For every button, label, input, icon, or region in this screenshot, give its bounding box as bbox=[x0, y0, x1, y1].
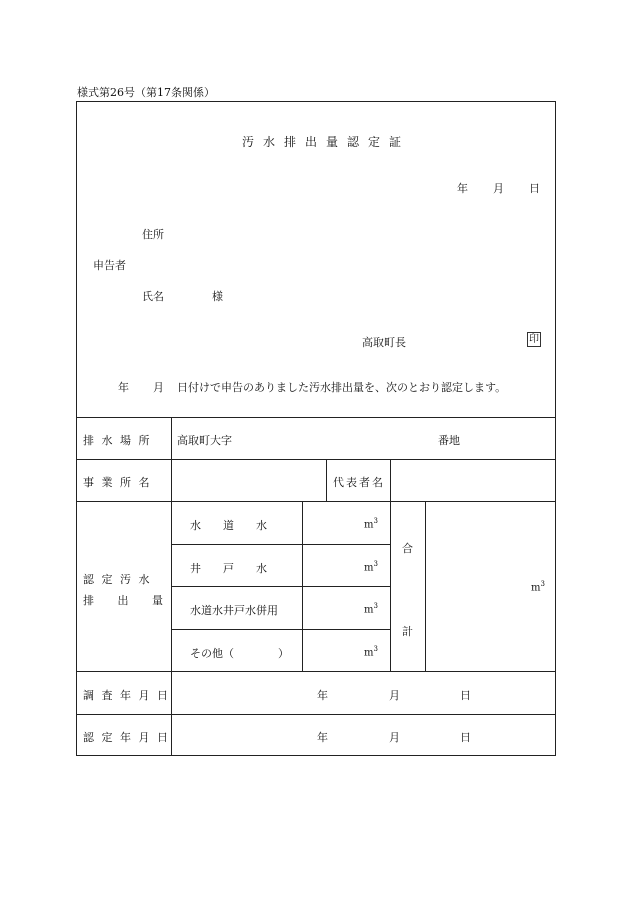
rule-representative-right bbox=[390, 459, 391, 501]
certification-day: 日 bbox=[460, 731, 471, 744]
survey-year: 年 bbox=[317, 689, 328, 702]
unit-well-water: $m^3$ bbox=[364, 560, 378, 574]
lot-number-label: 番地 bbox=[438, 434, 460, 447]
rule-after-business bbox=[76, 501, 556, 502]
name-label: 氏名 bbox=[142, 290, 164, 303]
rule-total-left bbox=[390, 501, 391, 671]
certified-volume-label-line2: 排 出 量 bbox=[83, 594, 173, 607]
form-number: 様式第26号（第17条関係） bbox=[77, 86, 215, 99]
total-label-char2: 計 bbox=[402, 625, 413, 638]
certification-year: 年 bbox=[317, 731, 328, 744]
certification-date-label: 認 定 年 月 日 bbox=[83, 731, 170, 744]
source-combined: 水道水井戸水併用 bbox=[190, 604, 278, 617]
issue-month: 月 bbox=[493, 182, 504, 195]
rule-after-survey bbox=[76, 714, 556, 715]
unit-other: $m^3$ bbox=[364, 645, 378, 659]
certificate-frame bbox=[76, 101, 556, 756]
seal-mark: 印 bbox=[529, 334, 539, 345]
business-name-label: 事 業 所 名 bbox=[83, 476, 152, 489]
rule-source-3 bbox=[171, 629, 390, 630]
certification-statement: 日付けで申告のありました汚水排出量を、次のとおり認定します。 bbox=[177, 381, 507, 394]
rule-after-location bbox=[76, 459, 556, 460]
rule-source-2 bbox=[171, 586, 390, 587]
discharge-location-value: 高取町大字 bbox=[177, 434, 232, 447]
representative-label: 代表者名 bbox=[333, 476, 385, 489]
certified-volume-label-line1: 認 定 汚 水 bbox=[83, 573, 152, 586]
rule-label-column bbox=[171, 417, 172, 756]
unit-tap-water: $m^3$ bbox=[364, 517, 378, 531]
rule-volume-value bbox=[302, 501, 303, 671]
rule-after-volume bbox=[76, 671, 556, 672]
source-well-water: 井 戸 水 bbox=[190, 562, 267, 575]
certificate-title: 汚水排出量認定証 bbox=[242, 135, 411, 149]
rule-source-1 bbox=[171, 544, 390, 545]
total-label-char1: 合 bbox=[402, 542, 413, 555]
survey-day: 日 bbox=[460, 689, 471, 702]
body-month: 月 bbox=[153, 381, 164, 394]
survey-month: 月 bbox=[389, 689, 400, 702]
address-label: 住所 bbox=[142, 228, 164, 241]
survey-date-label: 調 査 年 月 日 bbox=[83, 689, 170, 702]
issue-year: 年 bbox=[457, 182, 468, 195]
issuer-title: 高取町長 bbox=[362, 336, 406, 349]
rule-total-right bbox=[425, 501, 426, 671]
total-unit: $m^3$ bbox=[531, 580, 545, 594]
issue-day: 日 bbox=[529, 182, 540, 195]
discharge-location-label: 排 水 場 所 bbox=[83, 434, 152, 447]
certification-month: 月 bbox=[389, 731, 400, 744]
unit-combined: $m^3$ bbox=[364, 602, 378, 616]
declarant-label: 申告者 bbox=[93, 259, 126, 272]
honorific: 様 bbox=[212, 290, 223, 303]
source-tap-water: 水 道 水 bbox=[190, 519, 267, 532]
body-year: 年 bbox=[118, 381, 129, 394]
source-other: その他（ ） bbox=[190, 647, 289, 660]
rule-representative-left bbox=[326, 459, 327, 501]
rule-top-of-table bbox=[76, 417, 556, 418]
